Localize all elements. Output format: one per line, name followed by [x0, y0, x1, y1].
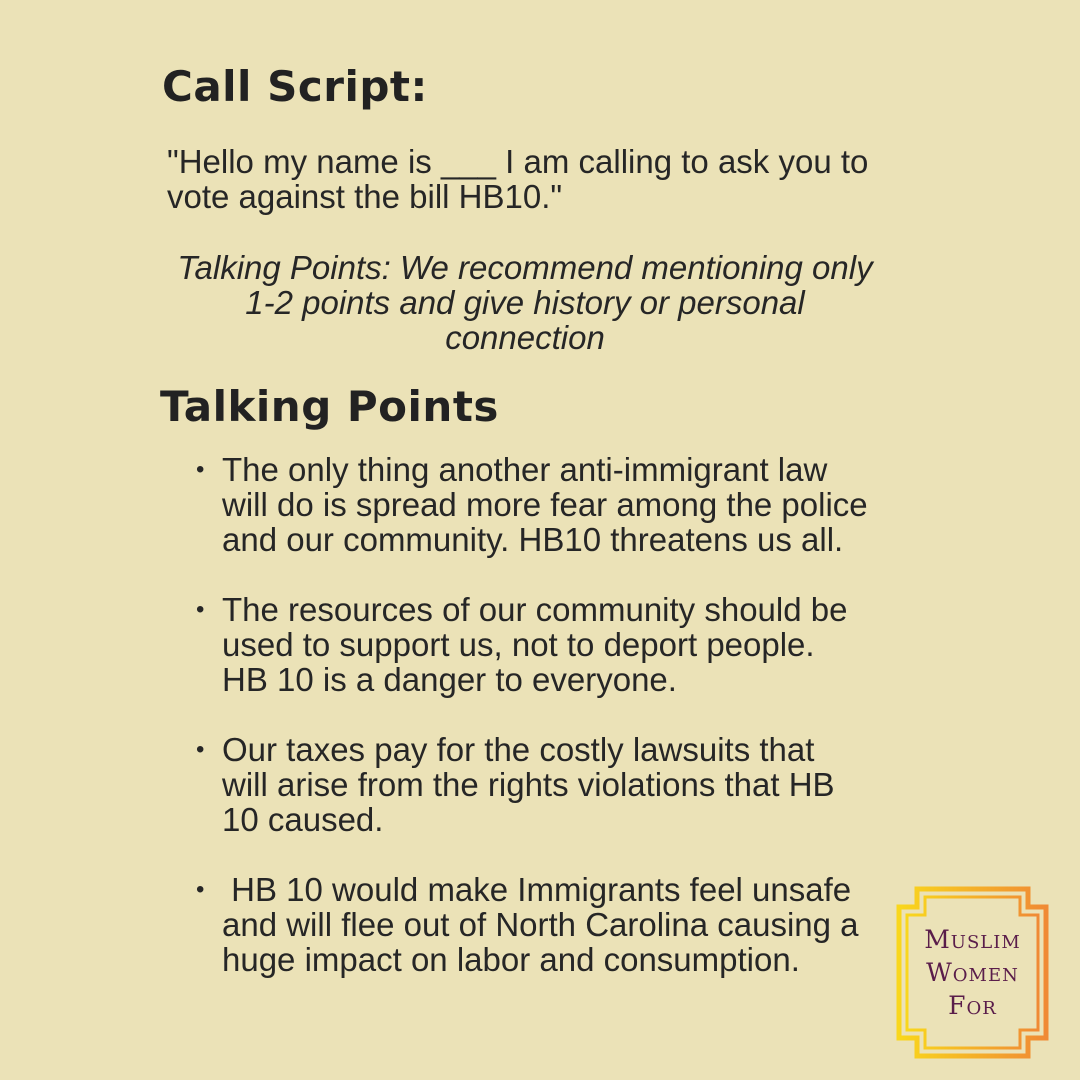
list-item-line: Our taxes pay for the costly lawsuits that	[222, 731, 815, 768]
logo-line: For	[948, 991, 997, 1020]
list-item-line: huge impact on labor and consumption.	[222, 941, 800, 978]
bullet-icon: •	[196, 876, 205, 903]
list-item-line: The only thing another anti-immigrant law	[222, 451, 828, 488]
note-line: connection	[445, 319, 605, 356]
list-item-line: HB 10 is a danger to everyone.	[222, 661, 677, 698]
logo-line: Muslim	[924, 925, 1021, 954]
list-item-line: will arise from the rights violations that HB	[222, 766, 835, 803]
list-item-line: and will flee out of North Carolina causing a	[222, 906, 859, 943]
call-script-heading: Call Script:	[162, 62, 428, 111]
list-item-line: used to support us, not to deport people.	[222, 626, 815, 663]
logo-text	[895, 923, 1050, 1022]
list-item-line: The resources of our community should be	[222, 591, 848, 628]
call-script-line: vote against the bill HB10."	[167, 178, 563, 215]
logo-line: Women	[926, 958, 1019, 987]
list-item	[196, 872, 868, 977]
call-script-line: "Hello my name is ___ I am calling to ask you to	[167, 143, 869, 180]
list-item-line: and our community. HB10 threatens us all.	[222, 521, 844, 558]
talking-points-list	[196, 452, 868, 1012]
muslim-women-for-logo	[895, 885, 1050, 1060]
bullet-icon: •	[196, 596, 205, 623]
note-line: 1-2 points and give history or personal	[245, 284, 805, 321]
list-item-line: 10 caused.	[222, 801, 384, 838]
list-item	[196, 452, 868, 557]
bullet-icon: •	[196, 736, 205, 763]
list-item	[196, 592, 868, 697]
talking-points-heading: Talking Points	[160, 382, 499, 431]
talking-points-note	[150, 250, 900, 355]
list-item-line: will do is spread more fear among the police	[222, 486, 868, 523]
note-line: Talking Points: We recommend mentioning only	[177, 249, 873, 286]
list-item	[196, 732, 868, 837]
list-item-line: HB 10 would make Immigrants feel unsafe	[222, 871, 852, 908]
bullet-icon: •	[196, 456, 205, 483]
